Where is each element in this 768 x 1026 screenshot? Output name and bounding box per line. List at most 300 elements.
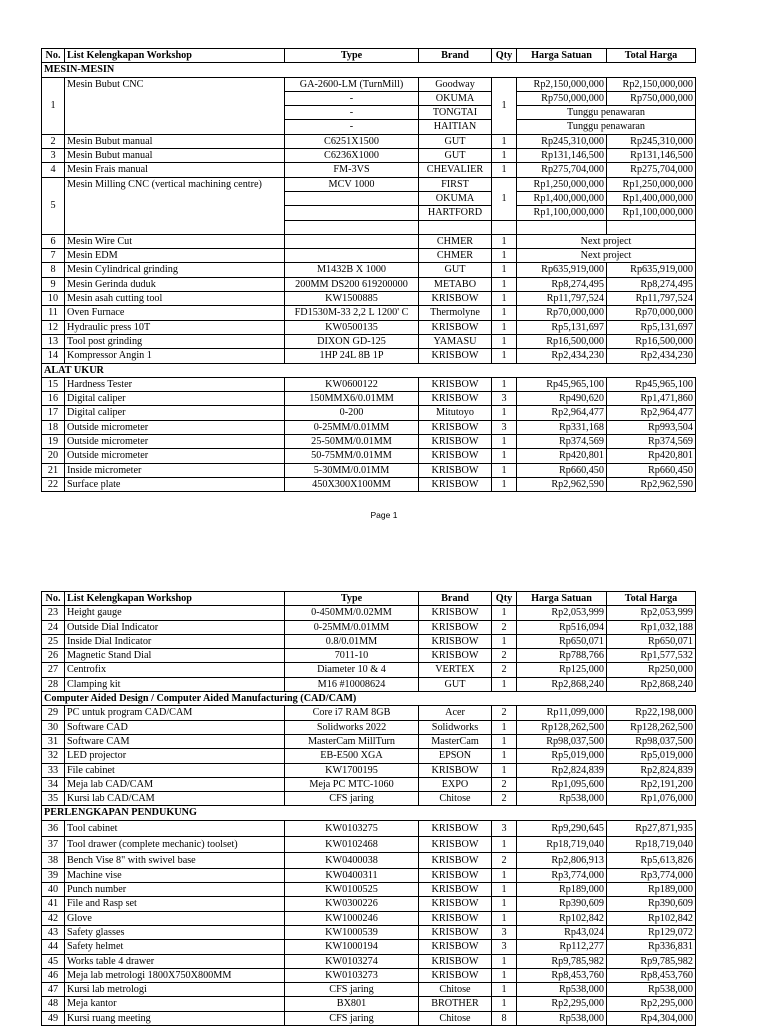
unit-price: Rp9,290,645	[517, 820, 607, 836]
item-name: Punch number	[65, 883, 285, 897]
item-name: Inside micrometer	[65, 463, 285, 477]
item-name: Safety helmet	[65, 940, 285, 954]
item-qty: 1	[492, 677, 517, 691]
table-row	[42, 420, 696, 434]
item-brand: MasterCam	[419, 734, 492, 748]
unit-price: Rp70,000,000	[517, 306, 607, 320]
table-row	[42, 306, 696, 320]
item-type: FD1530M-33 2,2 L 1200' C	[285, 306, 419, 320]
item-type: 0.8/0.01MM	[285, 634, 419, 648]
item-type: 25-50MM/0.01MM	[285, 435, 419, 449]
row-number: 49	[42, 1011, 65, 1025]
item-brand: KRISBOW	[419, 820, 492, 836]
empty-cell	[607, 220, 696, 234]
item-name: File and Rasp set	[65, 897, 285, 911]
item-qty: 1	[492, 606, 517, 620]
total-price: Rp70,000,000	[607, 306, 696, 320]
row-number: 8	[42, 263, 65, 277]
unit-price: Rp275,704,000	[517, 163, 607, 177]
table-row	[42, 720, 696, 734]
unit-price: Rp11,797,524	[517, 292, 607, 306]
item-qty: 3	[492, 420, 517, 434]
row-number: 12	[42, 320, 65, 334]
item-qty: 8	[492, 1011, 517, 1025]
unit-price: Rp189,000	[517, 883, 607, 897]
total-price: Rp27,871,935	[607, 820, 696, 836]
total-price: Rp2,295,000	[607, 997, 696, 1011]
item-qty: 1	[492, 149, 517, 163]
row-number: 34	[42, 777, 65, 791]
item-type: KW0103275	[285, 820, 419, 836]
item-type: MCV 1000	[285, 177, 419, 191]
item-brand: Chitose	[419, 792, 492, 806]
item-type: DIXON GD-125	[285, 334, 419, 348]
item-name: Surface plate	[65, 477, 285, 491]
table-row	[42, 649, 696, 663]
item-brand: KRISBOW	[419, 606, 492, 620]
total-price: Rp189,000	[607, 883, 696, 897]
table-row	[42, 777, 696, 791]
unit-price: Rp8,274,495	[517, 277, 607, 291]
item-type	[285, 249, 419, 263]
unit-price: Rp112,277	[517, 940, 607, 954]
table-row	[42, 149, 696, 163]
section-title: PERLENGKAPAN PENDUKUNG	[42, 806, 696, 820]
unit-price: Rp16,500,000	[517, 334, 607, 348]
item-name: Meja lab CAD/CAM	[65, 777, 285, 791]
item-brand: YAMASU	[419, 334, 492, 348]
item-name: Mesin Wire Cut	[65, 234, 285, 248]
item-qty: 1	[492, 720, 517, 734]
item-brand: Thermolyne	[419, 306, 492, 320]
item-qty: 1	[492, 263, 517, 277]
item-type: C6236X1000	[285, 149, 419, 163]
total-price: Rp250,000	[607, 663, 696, 677]
item-qty: 1	[492, 463, 517, 477]
item-brand: CHMER	[419, 234, 492, 248]
item-brand: KRISBOW	[419, 292, 492, 306]
total-price: Rp2,150,000,000	[607, 77, 696, 91]
total-price: Rp1,400,000,000	[607, 191, 696, 205]
item-qty: 2	[492, 777, 517, 791]
row-number: 48	[42, 997, 65, 1011]
item-name: Mesin asah cutting tool	[65, 292, 285, 306]
row-number: 39	[42, 868, 65, 882]
item-type: KW0300226	[285, 897, 419, 911]
item-name: Oven Furnace	[65, 306, 285, 320]
total-price: Rp2,191,200	[607, 777, 696, 791]
item-name: Digital caliper	[65, 392, 285, 406]
unit-price: Rp635,919,000	[517, 263, 607, 277]
equipment-table-page-1	[41, 48, 696, 492]
item-brand: EXPO	[419, 777, 492, 791]
unit-price: Rp420,801	[517, 449, 607, 463]
item-name: Digital caliper	[65, 406, 285, 420]
row-number: 33	[42, 763, 65, 777]
item-name: LED projector	[65, 749, 285, 763]
item-name: PC untuk program CAD/CAM	[65, 706, 285, 720]
item-name: Works table 4 drawer	[65, 954, 285, 968]
unit-price: Rp660,450	[517, 463, 607, 477]
item-brand: OKUMA	[419, 191, 492, 205]
total-price: Rp1,250,000,000	[607, 177, 696, 191]
item-qty: 1	[492, 406, 517, 420]
table-row	[42, 968, 696, 982]
item-qty: 3	[492, 392, 517, 406]
unit-price: Rp2,295,000	[517, 997, 607, 1011]
total-price: Rp9,785,982	[607, 954, 696, 968]
item-type: 200MM DS200 619200000	[285, 277, 419, 291]
item-type: 7011-10	[285, 649, 419, 663]
item-type: 5-30MM/0.01MM	[285, 463, 419, 477]
item-brand: GUT	[419, 263, 492, 277]
unit-price: Rp9,785,982	[517, 954, 607, 968]
header-row	[42, 592, 696, 606]
table-body	[42, 63, 696, 492]
item-type: MasterCam MillTurn	[285, 734, 419, 748]
unit-price: Rp331,168	[517, 420, 607, 434]
table-row	[42, 852, 696, 868]
section-title: ALAT UKUR	[42, 363, 696, 377]
item-brand: KRISBOW	[419, 852, 492, 868]
unit-price: Rp18,719,040	[517, 836, 607, 852]
item-brand: HAITIAN	[419, 120, 492, 134]
unit-price: Rp538,000	[517, 1011, 607, 1025]
row-number: 14	[42, 349, 65, 363]
item-type: KW0500135	[285, 320, 419, 334]
total-price: Rp5,131,697	[607, 320, 696, 334]
item-brand: GUT	[419, 149, 492, 163]
row-number: 47	[42, 983, 65, 997]
item-name: Hydraulic press 10T	[65, 320, 285, 334]
total-price: Rp1,100,000,000	[607, 206, 696, 220]
table-row	[42, 749, 696, 763]
unit-price: Rp128,262,500	[517, 720, 607, 734]
header-total: Total Harga	[607, 592, 696, 606]
item-qty: 1	[492, 320, 517, 334]
item-type: EB-E500 XGA	[285, 749, 419, 763]
section-title: Computer Aided Design / Computer Aided Manufacturing (CAD/CAM)	[42, 692, 696, 706]
row-number: 23	[42, 606, 65, 620]
item-qty: 1	[492, 77, 517, 134]
table-row	[42, 277, 696, 291]
item-name: Mesin Cylindrical grinding	[65, 263, 285, 277]
table-row	[42, 477, 696, 491]
item-brand: KRISBOW	[419, 349, 492, 363]
unit-price: Rp750,000,000	[517, 91, 607, 105]
unit-price: Rp5,131,697	[517, 320, 607, 334]
price-note: Tunggu penawaran	[517, 120, 696, 134]
total-price: Rp2,868,240	[607, 677, 696, 691]
item-type: CFS jaring	[285, 983, 419, 997]
row-number: 22	[42, 477, 65, 491]
empty-cell	[517, 220, 607, 234]
item-brand: TONGTAI	[419, 106, 492, 120]
item-brand: FIRST	[419, 177, 492, 191]
item-qty: 3	[492, 925, 517, 939]
item-qty: 1	[492, 277, 517, 291]
row-number: 5	[42, 177, 65, 234]
item-type: Meja PC MTC-1060	[285, 777, 419, 791]
item-name: Meja kantor	[65, 997, 285, 1011]
unit-price: Rp516,094	[517, 620, 607, 634]
header-row	[42, 49, 696, 63]
row-number: 1	[42, 77, 65, 134]
item-brand: KRISBOW	[419, 836, 492, 852]
item-name: Meja lab metrologi 1800X750X800MM	[65, 968, 285, 982]
table-row	[42, 911, 696, 925]
item-qty: 1	[492, 634, 517, 648]
item-name: Glove	[65, 911, 285, 925]
item-type: 150MMX6/0.01MM	[285, 392, 419, 406]
item-name: Software CAD	[65, 720, 285, 734]
row-number: 40	[42, 883, 65, 897]
row-number: 46	[42, 968, 65, 982]
header-list: List Kelengkapan Workshop	[65, 49, 285, 63]
item-brand: KRISBOW	[419, 449, 492, 463]
item-name: Outside Dial Indicator	[65, 620, 285, 634]
total-price: Rp420,801	[607, 449, 696, 463]
row-number: 31	[42, 734, 65, 748]
unit-price: Rp5,019,000	[517, 749, 607, 763]
total-price: Rp2,824,839	[607, 763, 696, 777]
item-qty: 1	[492, 163, 517, 177]
total-price: Rp1,471,860	[607, 392, 696, 406]
row-number: 10	[42, 292, 65, 306]
item-name: Kompressor Angin 1	[65, 349, 285, 363]
row-number: 15	[42, 377, 65, 391]
item-name: Centrofix	[65, 663, 285, 677]
item-name: Kursi lab CAD/CAM	[65, 792, 285, 806]
total-price: Rp8,453,760	[607, 968, 696, 982]
item-name: Outside micrometer	[65, 435, 285, 449]
table-row	[42, 897, 696, 911]
item-qty: 1	[492, 836, 517, 852]
table-row	[42, 634, 696, 648]
header-brand: Brand	[419, 592, 492, 606]
item-type: KW0102468	[285, 836, 419, 852]
unit-price: Rp1,250,000,000	[517, 177, 607, 191]
total-price: Rp2,053,999	[607, 606, 696, 620]
item-type: M16 #10008624	[285, 677, 419, 691]
item-name: Tool post grinding	[65, 334, 285, 348]
item-name: Mesin Frais manual	[65, 163, 285, 177]
total-price: Rp650,071	[607, 634, 696, 648]
table-body	[42, 606, 696, 1026]
item-brand: Mitutoyo	[419, 406, 492, 420]
section-row	[42, 806, 696, 820]
item-name: Mesin Bubut manual	[65, 134, 285, 148]
item-brand: EPSON	[419, 749, 492, 763]
item-type: CFS jaring	[285, 792, 419, 806]
section-row	[42, 63, 696, 77]
total-price: Rp336,831	[607, 940, 696, 954]
header-no: No.	[42, 49, 65, 63]
unit-price: Rp98,037,500	[517, 734, 607, 748]
row-number: 24	[42, 620, 65, 634]
item-brand: KRISBOW	[419, 763, 492, 777]
row-number: 36	[42, 820, 65, 836]
total-price: Rp18,719,040	[607, 836, 696, 852]
header-price: Harga Satuan	[517, 592, 607, 606]
price-note: Tunggu penawaran	[517, 106, 696, 120]
item-name: Mesin Bubut manual	[65, 149, 285, 163]
item-qty: 1	[492, 968, 517, 982]
item-qty: 1	[492, 449, 517, 463]
unit-price: Rp390,609	[517, 897, 607, 911]
table-row	[42, 349, 696, 363]
unit-price: Rp374,569	[517, 435, 607, 449]
item-brand: KRISBOW	[419, 320, 492, 334]
item-brand: Chitose	[419, 1011, 492, 1025]
row-number: 43	[42, 925, 65, 939]
empty-cell	[419, 220, 492, 234]
unit-price: Rp2,150,000,000	[517, 77, 607, 91]
total-price: Rp22,198,000	[607, 706, 696, 720]
item-brand: BROTHER	[419, 997, 492, 1011]
item-type: KW0400038	[285, 852, 419, 868]
table-row	[42, 292, 696, 306]
row-number: 18	[42, 420, 65, 434]
item-qty: 1	[492, 177, 517, 220]
table-row	[42, 883, 696, 897]
unit-price: Rp490,620	[517, 392, 607, 406]
item-brand: HARTFORD	[419, 206, 492, 220]
empty-cell	[492, 220, 517, 234]
total-price: Rp2,964,477	[607, 406, 696, 420]
item-qty: 1	[492, 911, 517, 925]
row-number: 4	[42, 163, 65, 177]
header-qty: Qty	[492, 592, 517, 606]
price-note: Next project	[517, 234, 696, 248]
item-type	[285, 206, 419, 220]
item-type	[285, 191, 419, 205]
table-row	[42, 620, 696, 634]
item-name: Outside micrometer	[65, 449, 285, 463]
item-qty: 1	[492, 134, 517, 148]
item-brand: KRISBOW	[419, 477, 492, 491]
item-brand: CHMER	[419, 249, 492, 263]
item-brand: KRISBOW	[419, 377, 492, 391]
unit-price: Rp650,071	[517, 634, 607, 648]
item-type: 50-75MM/0.01MM	[285, 449, 419, 463]
item-brand: Acer	[419, 706, 492, 720]
table-row	[42, 820, 696, 836]
item-brand: Goodway	[419, 77, 492, 91]
item-qty: 1	[492, 868, 517, 882]
row-number: 11	[42, 306, 65, 320]
unit-price: Rp125,000	[517, 663, 607, 677]
item-type: -	[285, 120, 419, 134]
table-row	[42, 954, 696, 968]
row-number: 25	[42, 634, 65, 648]
table-row	[42, 249, 696, 263]
item-type: KW1700195	[285, 763, 419, 777]
price-note: Next project	[517, 249, 696, 263]
table-row	[42, 320, 696, 334]
row-number: 2	[42, 134, 65, 148]
row-number: 29	[42, 706, 65, 720]
item-brand: KRISBOW	[419, 649, 492, 663]
item-brand: KRISBOW	[419, 420, 492, 434]
item-name: Tool cabinet	[65, 820, 285, 836]
row-number: 19	[42, 435, 65, 449]
row-number: 13	[42, 334, 65, 348]
total-price: Rp131,146,500	[607, 149, 696, 163]
total-price: Rp2,434,230	[607, 349, 696, 363]
unit-price: Rp538,000	[517, 983, 607, 997]
total-price: Rp374,569	[607, 435, 696, 449]
item-type: KW0600122	[285, 377, 419, 391]
row-number: 3	[42, 149, 65, 163]
unit-price: Rp1,095,600	[517, 777, 607, 791]
item-type: KW1000194	[285, 940, 419, 954]
total-price: Rp1,076,000	[607, 792, 696, 806]
item-qty: 1	[492, 377, 517, 391]
header-no: No.	[42, 592, 65, 606]
total-price: Rp8,274,495	[607, 277, 696, 291]
item-name: Clamping kit	[65, 677, 285, 691]
table-row	[42, 334, 696, 348]
item-brand: KRISBOW	[419, 392, 492, 406]
row-number: 28	[42, 677, 65, 691]
item-qty: 1	[492, 334, 517, 348]
header-type: Type	[285, 592, 419, 606]
item-type: 450X300X100MM	[285, 477, 419, 491]
item-qty: 1	[492, 249, 517, 263]
unit-price: Rp2,962,590	[517, 477, 607, 491]
item-type: CFS jaring	[285, 1011, 419, 1025]
item-type: GA-2600-LM (TurnMill)	[285, 77, 419, 91]
total-price: Rp750,000,000	[607, 91, 696, 105]
table-row	[42, 734, 696, 748]
item-name: Software CAM	[65, 734, 285, 748]
total-price: Rp98,037,500	[607, 734, 696, 748]
total-price: Rp2,962,590	[607, 477, 696, 491]
item-brand: KRISBOW	[419, 868, 492, 882]
total-price: Rp538,000	[607, 983, 696, 997]
unit-price: Rp8,453,760	[517, 968, 607, 982]
unit-price: Rp11,099,000	[517, 706, 607, 720]
total-price: Rp390,609	[607, 897, 696, 911]
table-row	[42, 836, 696, 852]
row-number: 37	[42, 836, 65, 852]
item-name: Hardness Tester	[65, 377, 285, 391]
item-qty: 2	[492, 620, 517, 634]
item-brand: KRISBOW	[419, 897, 492, 911]
item-qty: 1	[492, 997, 517, 1011]
item-type: KW0100525	[285, 883, 419, 897]
item-brand: GUT	[419, 134, 492, 148]
item-brand: KRISBOW	[419, 463, 492, 477]
row-number: 20	[42, 449, 65, 463]
item-brand: METABO	[419, 277, 492, 291]
total-price: Rp1,032,188	[607, 620, 696, 634]
item-name: Mesin EDM	[65, 249, 285, 263]
row-number: 38	[42, 852, 65, 868]
item-qty: 1	[492, 435, 517, 449]
total-price: Rp129,072	[607, 925, 696, 939]
total-price: Rp993,504	[607, 420, 696, 434]
item-brand: KRISBOW	[419, 968, 492, 982]
total-price: Rp635,919,000	[607, 263, 696, 277]
row-number: 17	[42, 406, 65, 420]
total-price: Rp5,019,000	[607, 749, 696, 763]
item-brand: KRISBOW	[419, 940, 492, 954]
item-brand: CHEVALIER	[419, 163, 492, 177]
header-qty: Qty	[492, 49, 517, 63]
unit-price: Rp2,806,913	[517, 852, 607, 868]
